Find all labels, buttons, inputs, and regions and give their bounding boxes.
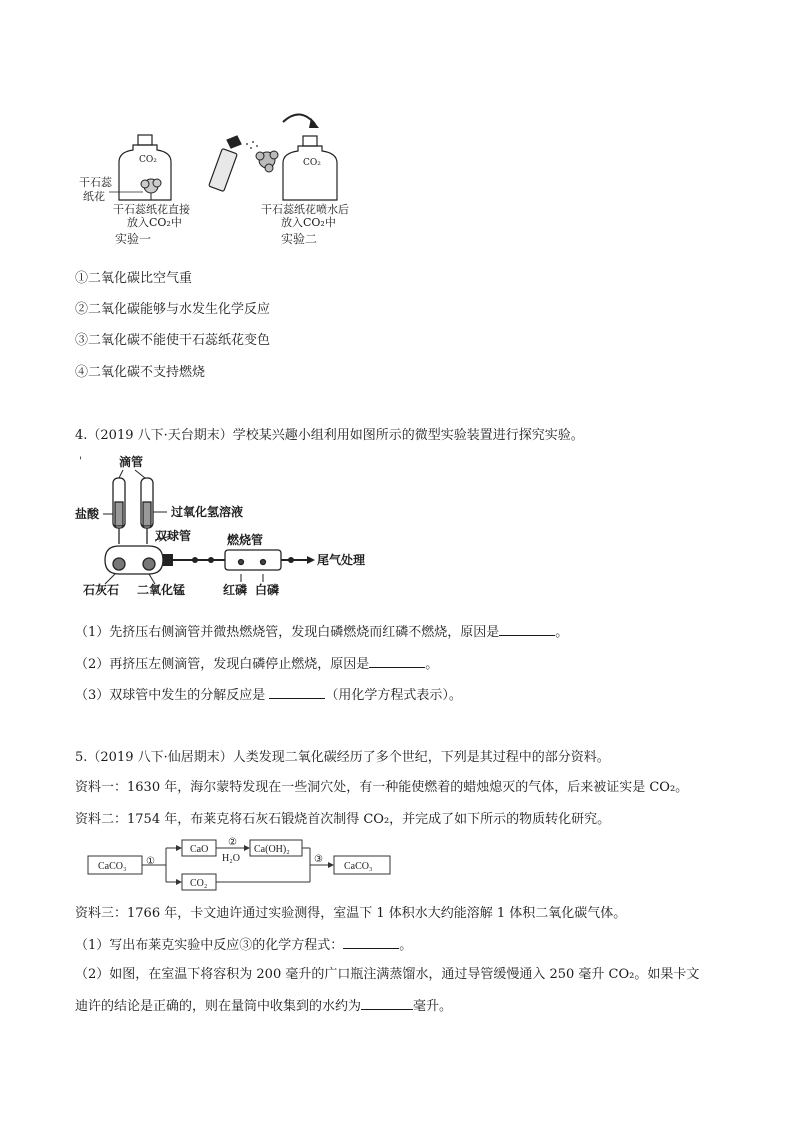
step-2: ② — [228, 837, 237, 848]
node-caco3-out: CaCO₃ — [344, 861, 373, 872]
bottle-2-label: CO₂ — [303, 158, 321, 168]
conversion-scheme — [86, 836, 406, 896]
spray-mist — [246, 141, 258, 149]
node-caoh2: Ca(OH)₂ — [254, 844, 290, 855]
label-limestone: 石灰石 — [83, 583, 120, 597]
label-red-p: 红磷 — [223, 583, 248, 597]
label-dropper: 滴管 — [119, 455, 144, 469]
q4-sub3: （3）双球管中发生的分解反应是 （用化学方程式表示）。 — [75, 688, 462, 703]
label-burner-tube: 燃烧管 — [227, 533, 264, 547]
answer-blank[interactable] — [343, 936, 399, 949]
spray-bottle-icon — [209, 136, 241, 192]
dropper-left — [113, 478, 125, 544]
answer-blank[interactable] — [369, 655, 425, 668]
bottle-1-label: CO₂ — [139, 155, 157, 165]
step-3: ③ — [314, 854, 323, 865]
q4-stem: 4.（2019 八下·天台期末）学校某兴趣小组利用如图所示的微型实验装置进行探究实验。 — [75, 428, 584, 443]
dropper-right — [141, 478, 153, 544]
q5-data2: 资料二：1754 年，布莱克将石灰石锻烧首次制得 CO₂，并完成了如下所示的物质转化研究。 — [75, 812, 611, 827]
node-co2: CO₂ — [190, 878, 208, 889]
q3-option-3: ③二氧化碳不能使干石蕊纸花变色 — [75, 333, 271, 348]
label-mno2: 二氧化锰 — [137, 583, 186, 597]
node-caco3: CaCO₃ — [98, 861, 127, 872]
double-bulb-tube — [105, 546, 163, 574]
q5-sub1: （1）写出布莱克实验中反应③的化学方程式： 。 — [75, 938, 413, 953]
combustion-tube — [225, 550, 281, 570]
step-1: ① — [146, 856, 155, 867]
node-cao: CaO — [190, 844, 209, 855]
paper-flower-1 — [141, 179, 161, 200]
q3-option-1: ①二氧化碳比空气重 — [75, 271, 193, 286]
side-label-line1: 干石蕊 — [79, 176, 112, 189]
answer-blank[interactable] — [269, 686, 325, 699]
caption-2-line2: 放入CO₂中 — [281, 216, 336, 229]
caption-1-line1: 干石蕊纸花直接 — [113, 203, 190, 216]
answer-blank[interactable] — [499, 623, 555, 636]
water-label: H₂O — [222, 853, 240, 864]
caption-1-line2: 放入CO₂中 — [127, 216, 182, 229]
bottle-2 — [283, 136, 337, 200]
label-hcl: 盐酸 — [75, 507, 100, 521]
label-exhaust: 尾气处理 — [317, 553, 366, 567]
q5-sub2-line2: 迪许的结论是正确的，则在量筒中收集到的水约为 毫升。 — [75, 999, 453, 1014]
q3-option-2: ②二氧化碳能够与水发生化学反应 — [75, 302, 271, 317]
q5-sub2-line1: （2）如图，在室温下将容积为 200 毫升的广口瓶注满蒸馏水，通过导管缓慢通入 250 毫升 CO₂。如果卡文 — [75, 967, 700, 982]
q3-option-4: ④二氧化碳不支持燃烧 — [75, 365, 206, 380]
q5-data3: 资料三：1766 年，卡文迪许通过实验测得，室温下 1 体积水大约能溶解 1 体积二氧化碳气体。 — [75, 906, 627, 921]
svg-text:': ' — [79, 456, 82, 467]
caption-2-line1: 干石蕊纸花喷水后 — [261, 203, 349, 216]
side-label-line2: 纸花 — [83, 190, 105, 203]
caption-2-title: 实验二 — [281, 232, 318, 246]
label-white-p: 白磷 — [255, 583, 280, 597]
answer-blank[interactable] — [361, 997, 413, 1010]
q5-data1: 资料一：1630 年，海尔蒙特发现在一些洞穴处，有一种能使燃着的蜡烛熄灭的气体，后来被证实是 CO₂。 — [75, 780, 689, 795]
q4-sub2: （2）再挤压左侧滴管，发现白磷停止燃烧，原因是 。 — [75, 657, 439, 672]
experiment-figure-co2-litmus — [75, 100, 395, 250]
label-double-bulb: 双球管 — [155, 529, 192, 543]
q4-sub1: （1）先挤压右侧滴管并微热燃烧管，发现白磷燃烧而红磷不燃烧，原因是 。 — [75, 625, 569, 640]
caption-1-title: 实验一 — [115, 232, 152, 246]
paper-flower-2 — [256, 151, 278, 172]
label-h2o2: 过氧化氢溶液 — [171, 505, 244, 519]
q5-stem: 5.（2019 八下·仙居期末）人类发现二氧化碳经历了多个世纪，下列是其过程中的部分资料。 — [75, 750, 610, 765]
micro-apparatus-figure — [75, 452, 395, 600]
